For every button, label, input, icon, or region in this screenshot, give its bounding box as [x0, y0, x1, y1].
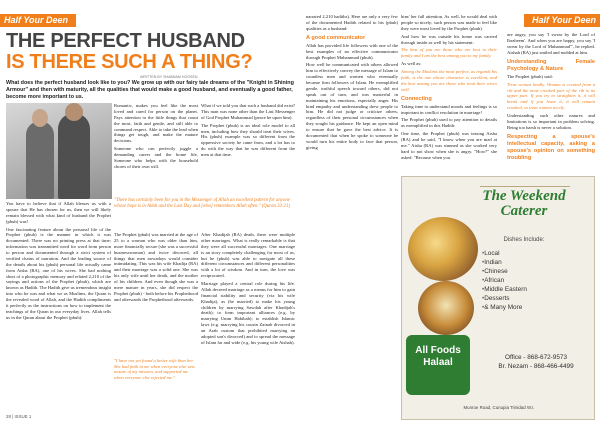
food-dish-image — [418, 281, 474, 335]
paragraph: And how he was outside his home was carried through inside as well by his statement: — [401, 33, 497, 45]
list-item: • & Many More — [482, 303, 590, 312]
paragraph: narrated 2,210 hadiths). Here are only a very few of the documented Hadith related to his (pbuh) qualities as a husband: — [306, 14, 398, 31]
hadith-quote: Among the Muslims the most perfect, as regards his faith, is the one whose character is excellent, and the best among you are those who treat their wives well. — [401, 69, 497, 92]
paragraph: Romantic, makes you feel like the most loved and cared for person on the planet. Pays attention to the little things that count the most, faith and gentle, and still able to command respect. Able to take the lead when things get tough, and make the mature decisions. — [114, 103, 198, 144]
food-dish-image — [408, 217, 478, 281]
paragraph: are angry, you say 'I swear by the Lord of Ibraheem'. And when you are happy, you say 'I swear by the Lord of Muhammad'", he replied. Aishah (RA) just smiled and nodded at him. — [507, 32, 595, 55]
paragraph: As well as: — [401, 61, 422, 67]
paragraph: The Prophet (pbuh) was married at the age of 25 to a woman who was older than him, more financially secure (she was a successful businesswoman) and twice divorced, all things that men nowadays would consider intimidating. This was his wife Khadija (RA) and their marriage was a solid one. She was his only wife until her death, and the mother of his children. And even though she was a mere mature in years, she did respect the Prophet (pbuh) - both before his Prophethood and afterwards the Prophethood afterwards. — [114, 232, 198, 302]
paragraph: What if we told you that such a husband did exist? This man was none other than the Last Messenger of God Prophet Muhammad (peace be upon him). — [201, 103, 295, 120]
hadith-quote: The best of you are those who are best to their family and I am the best among you to my family. — [401, 47, 497, 59]
title-line-2: IS THERE SUCH A THING? — [6, 51, 253, 73]
column-b2 — [114, 232, 198, 305]
paragraph: Allah has provided life followers with one of the best examples of an effective communicator through Prophet Muhammad (pbuh). — [306, 42, 398, 60]
ad-dish-list — [482, 249, 590, 312]
column-r1 — [306, 14, 398, 153]
hadith-quote: Treat women kindly. Woman is created from a rib and the most crooked part of the rib is its upper part. If you try to straighten it, it will break and if you leave it, it will remain crooked, so treat women nicely. — [507, 81, 595, 111]
list-item: • Local — [482, 249, 590, 258]
paragraph: him/ her full attention. As well, he would deal with people so nicely; such person was made to feel like they were most loved by the Prophet (pbuh). — [401, 14, 497, 31]
paragraph: You have to believe that if Allah blesses us with a spouse that He has chosen for us, then we will likely remain blessed with what kind of husband the Prophet (pbuh) was! — [6, 201, 111, 224]
paragraph: The Prophet (pbuh) used to pay attention to details as exemplified in this Hadith: — [401, 117, 497, 129]
halaal-line-2: Halaal — [423, 357, 453, 368]
person-head — [65, 103, 83, 121]
column-r3 — [507, 32, 595, 164]
list-item: • Desserts — [482, 294, 590, 303]
column-r2 — [401, 14, 497, 163]
halaal-badge — [406, 335, 470, 395]
contact-phone: Br. Nezam - 868-466-4499 — [498, 363, 574, 370]
ad-contacts — [482, 353, 590, 371]
paragraph: How well he communicated with others allowed him to effectively convey the message of Islam to countless men and women who eventually became firm followers of Islam. He exemplified gentle, truthful speech toward others, did not speak out of turn, and was masterful in maintaining his emotions, especially anger. His kind empathy and understanding drew people to him. He did not judge or criticize others, regardless of their personal circumstances when they sought his guidance. He kept an open mind to ensure that he gave the best advice. It is documented that when he spoke to someone he would turn his entire body to face that person, giving — [306, 62, 398, 150]
subheading: Respecting a spouse's intellectual capacity, asking a spouse's opinion on something troubling — [507, 133, 595, 162]
article-title — [6, 31, 296, 73]
person-figure — [58, 113, 90, 199]
column-b — [114, 103, 198, 172]
byline: WRITTEN BY SHABNAM HOOSEN — [140, 75, 198, 79]
office-phone: Office - 868-672-9573 — [504, 354, 568, 361]
page-footer: 28 | ISSUE 1 — [6, 414, 32, 420]
subheading: Understanding Female Psychology & Nature — [507, 58, 595, 72]
column-c — [201, 103, 295, 160]
title-line-1: THE PERFECT HUSBAND — [6, 30, 245, 52]
ad-title: The Weekend Caterer — [482, 188, 566, 219]
pull-quote-2: "I have not yet found a better wife than her. She had faith in me when everyone else was unsure of my mission, and supported me when everyone else rejected me." — [114, 358, 195, 381]
paragraph: After Khadijah (RA) death, there were multiple other marriages. What is really remarkable is that they were all successful marriages. One marriage is an story completely challenging for most of us, but he (pbuh) was able to navigate all these different circumstances and different personalities with a lot of wisdom. And in turn, the love was reciprocated. — [201, 232, 295, 279]
list-item: • Indian — [482, 258, 590, 267]
paragraph: Marriage played a central role during his life. Allah decreed marriage as a means for him to gain financial stability and security (via his wife Khadija), as (he married) to make his young children by marrying Sawdah after Khadijah's death); to form important alliances (e.g. by marrying Umm Habibah); to establish Islamic laws (e.g. marrying his cousin Zainab divorced in an Arab custom that prohibited marrying an adopted son's divorced) and to spread the message of Islam far and wide (e.g. his young wife Aishah). — [201, 281, 295, 345]
subheading: A good communicator — [306, 34, 366, 41]
paragraph: Understanding such other natures and limitations is so important in problem solving. Being too harsh is never a solution. — [507, 113, 595, 130]
column-a — [6, 201, 111, 323]
pull-quote: "There has certainly been for you in the Messenger of Allah an excellent pattern for anyone whose hope is in Allah and the Last Day and [who] remembers Allah often." (Quran 33:21) — [114, 198, 290, 209]
section-label: Half Your Deen — [0, 14, 76, 27]
standfirst: What does the perfect husband look like to you? We grow up with our fairy tale dreams of the "Knight in Shining Armour" and then with maturity, all the qualities that would make a good husband, and eventually a good father, become more important to us. — [6, 80, 294, 100]
list-item: • Chinese — [482, 267, 590, 276]
subheading: Connecting — [401, 95, 432, 102]
caterer-advert — [401, 176, 595, 420]
paragraph: Someone who can perfectly juggle a demanding career and the home life. Someone who helps with the household chores of their own will. — [114, 146, 198, 169]
list-item: • African — [482, 276, 590, 285]
paragraph: The Prophet (pbuh) is an ideal role model to all men, including how they should treat their wives. His (pbuh) example was so different from the oppressive society he came from, and a lot has to do with the way that he was different from the men at that time. — [201, 122, 295, 157]
person-figure — [26, 121, 54, 199]
list-item: • Middle Eastern — [482, 285, 590, 294]
halaal-line-1: All Foods — [415, 345, 461, 356]
paragraph: One fascinating feature about the personal life of the Prophet (pbuh) is the manner in which it was documented. There was no printing press at that time; information was transmitted word for word from person to person and documented through a strict system of verified chains of narration. And the leading source of the details about his (pbuh) personal life actually came from Aisha (RA), one of his wives. She had nothing short of a photographic memory and related 2,210 of the sayings and actions of the Prophet (pbuh), which are known as Hadith. The Hadith give us tremendous insight into who he was and what we as Muslims, the Quran is the revealed word of Allah, and the Hadith compliments it perfectly as the instructions on how to implement the teachings of the Quran in our everyday lives. Allah tells us in the Quran about the Prophet (pbuh): — [6, 226, 111, 320]
right-page — [300, 0, 600, 424]
paragraph: Taking time to understand moods and feelings is so important in conflict resolution in marriage! — [401, 103, 497, 115]
ad-dishes-heading: Dishes Include: — [503, 237, 545, 243]
paragraph: One time, the Prophet (pbuh) was teasing Aisha (RA) and he said, "I know when you are mad at me." Aisha (RA) was stunned as she worked very hard to not show when she is angry. "How?" she asked. "Because when you — [401, 131, 497, 160]
paragraph: The Prophet (pbuh) said: — [507, 73, 553, 79]
ornament-line — [480, 177, 570, 187]
couple-photo — [6, 103, 112, 199]
section-label: Half Your Deen — [524, 14, 600, 27]
person-head — [32, 109, 48, 127]
column-c2 — [201, 232, 295, 348]
ad-address: Munroe Road, Cunupia Trinidad W.I. — [463, 405, 535, 410]
